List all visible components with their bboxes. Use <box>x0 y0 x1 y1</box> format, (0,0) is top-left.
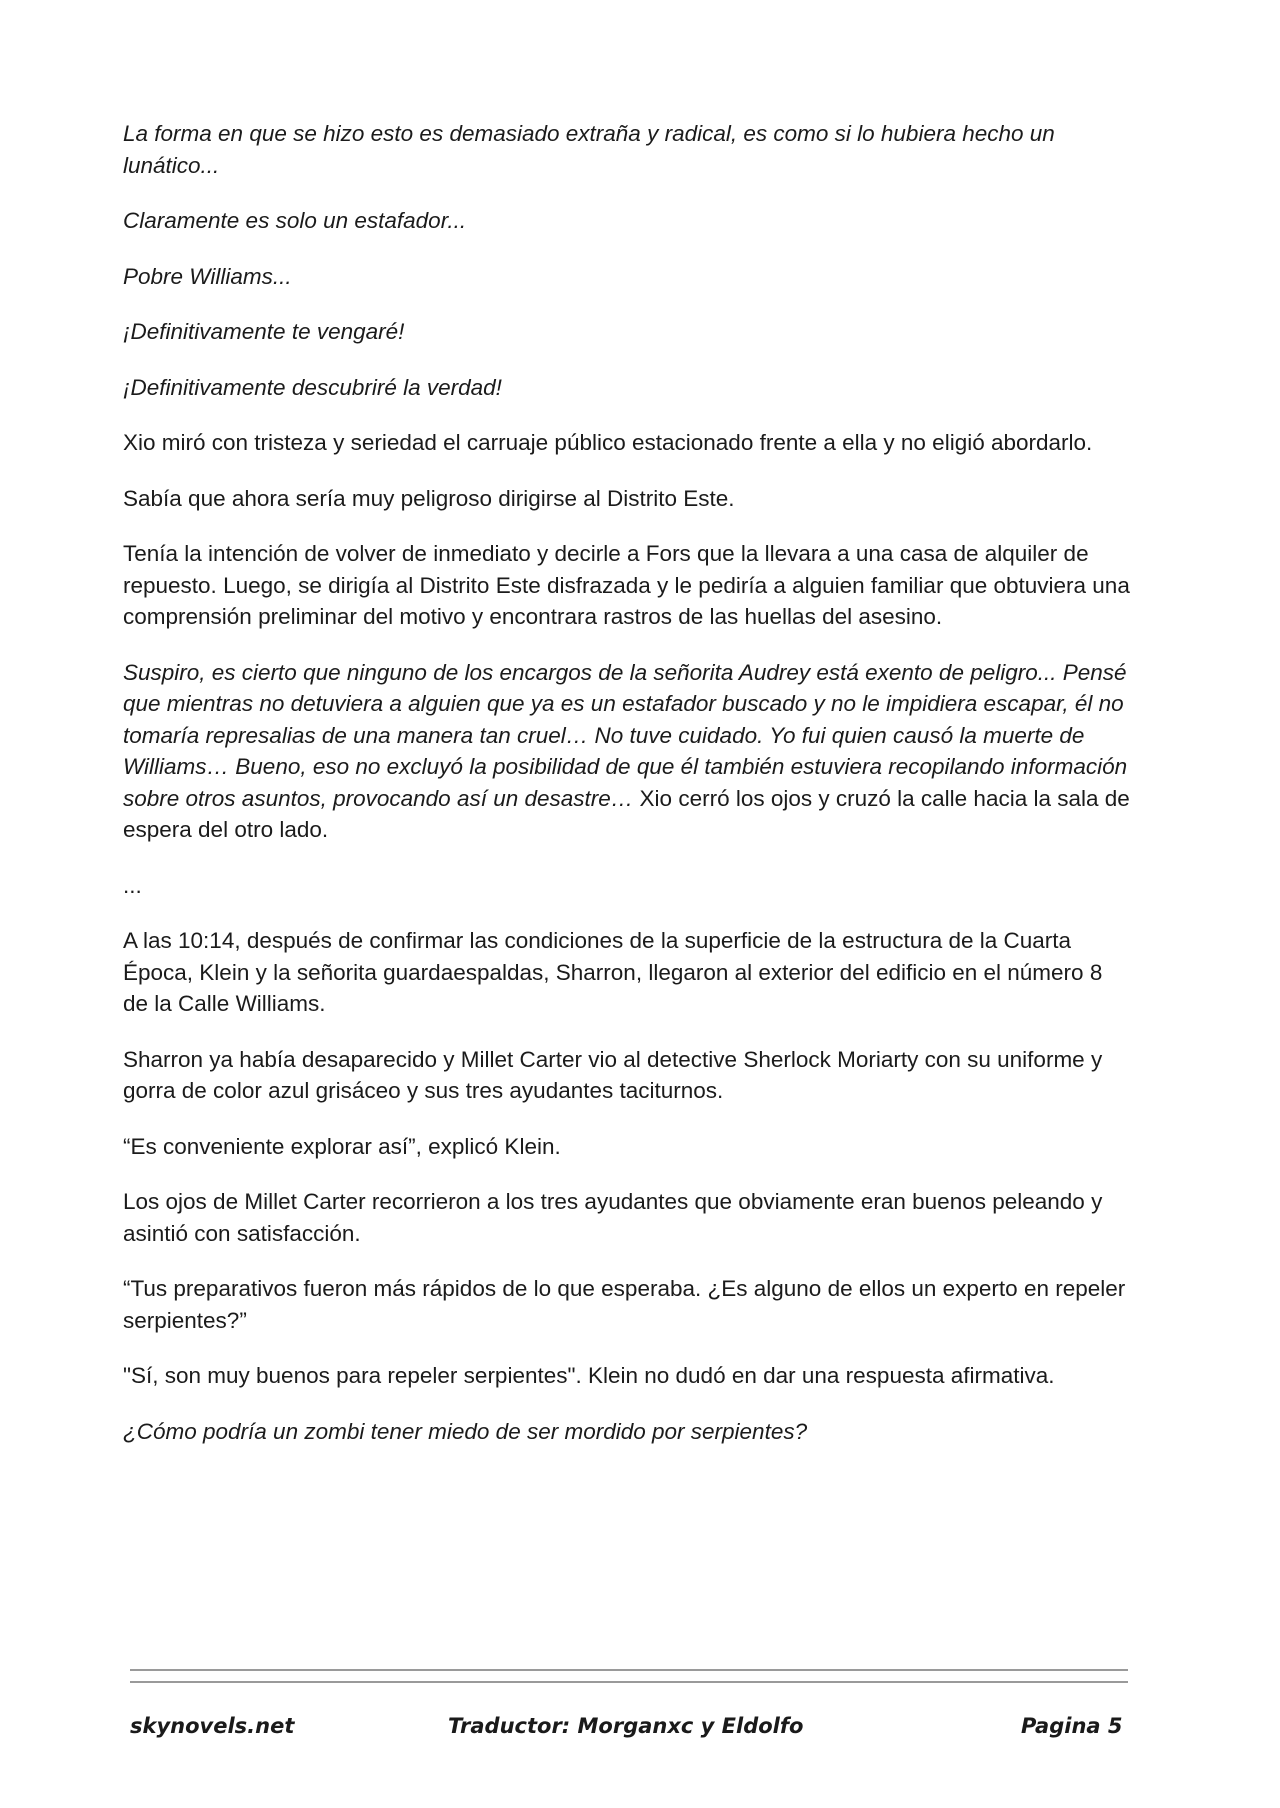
footer-divider <box>130 1669 1128 1685</box>
paragraph-17: ¿Cómo podría un zombi tener miedo de ser mordido por serpientes? <box>123 1418 808 1444</box>
paragraph-9-italic-part: Suspiro, es cierto que ninguno de los encargos de la señorita Audrey está exento de peligro... Pensé que mientras no detuviera a alguien que ya es un estafador buscado y no le impidiera escapar, él no tomaría represalias de una manera tan cruel… No tuve cuidado. Yo fui quien causó la muerte de Williams… Bueno, eso no excluyó la posibilidad de que él también estuviera recopilando información sobre otros asuntos, provocando así un desastre… <box>123 659 1128 811</box>
footer-page-number: Pagina 5 <box>1021 1714 1123 1738</box>
document-body <box>123 118 1133 1471</box>
paragraph-14: Los ojos de Millet Carter recorrieron a los tres ayudantes que obviamente eran buenos peleando y asintió con satisfacción. <box>123 1189 1103 1246</box>
paragraph-12: Sharron ya había desaparecido y Millet Carter vio al detective Sherlock Moriarty con su uniforme y gorra de color azul grisáceo y sus tres ayudantes taciturnos. <box>123 1046 1103 1103</box>
footer-translator: Traductor: Morganxc y Eldolfo <box>448 1714 804 1738</box>
paragraph-7: Sabía que ahora sería muy peligroso dirigirse al Distrito Este. <box>123 485 735 511</box>
paragraph-1: La forma en que se hizo esto es demasiado extraña y radical, es como si lo hubiera hecho un lunático... <box>123 121 1055 178</box>
paragraph-9-plain-part: Xio cerró los ojos y cruzó la calle hacia la sala de espera del otro lado. <box>123 785 1130 842</box>
paragraph-3: Pobre Williams... <box>123 263 292 289</box>
paragraph-8: Tenía la intención de volver de inmediato y decirle a Fors que la llevara a una casa de alquiler de repuesto. Luego, se dirigía al Distrito Este disfrazada y le pediría a alguien familiar que obtuviera una comprensión preliminar del motivo y encontrara rastros de las huellas del asesino. <box>123 541 1130 629</box>
scene-break: ... <box>123 872 142 898</box>
paragraph-15: “Tus preparativos fueron más rápidos de lo que esperaba. ¿Es alguno de ellos un experto en repeler serpientes?” <box>123 1276 1126 1333</box>
paragraph-5: ¡Definitivamente descubriré la verdad! <box>123 374 502 400</box>
paragraph-2: Claramente es solo un estafador... <box>123 208 467 233</box>
footer-rule-top <box>130 1669 1128 1671</box>
paragraph-16: "Sí, son muy buenos para repeler serpientes". Klein no dudó en dar una respuesta afirmativa. <box>123 1363 1055 1388</box>
paragraph-4: ¡Definitivamente te vengaré! <box>123 319 405 344</box>
footer-site: skynovels.net <box>130 1714 295 1738</box>
paragraph-6: Xio miró con tristeza y seriedad el carruaje público estacionado frente a ella y no eligió abordarlo. <box>123 430 1093 455</box>
paragraph-13: “Es conveniente explorar así”, explicó Klein. <box>123 1133 561 1159</box>
footer-rule-bottom <box>130 1681 1128 1683</box>
paragraph-9 <box>123 657 1133 846</box>
paragraph-11: A las 10:14, después de confirmar las condiciones de la superficie de la estructura de la Cuarta Época, Klein y la señorita guardaespaldas, Sharron, llegaron al exterior del edificio en el número 8 de la Calle Williams. <box>123 928 1103 1016</box>
